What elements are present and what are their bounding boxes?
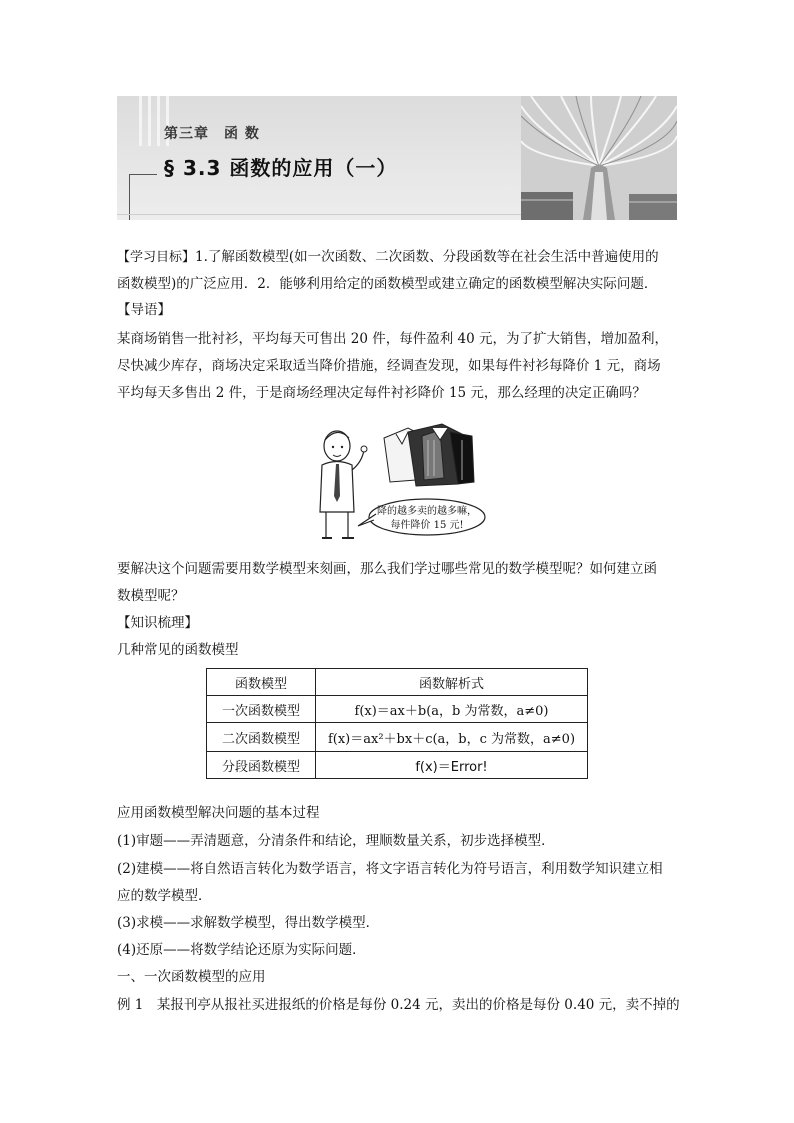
example-1-text: 例 1 某报刊亭从报社买进报纸的价格是每份 0.24 元，卖出的价格是每份 0.40 元，卖不掉的: [117, 997, 680, 1013]
function-models-table: [206, 668, 588, 779]
table-cell: 分段函数模型: [207, 752, 316, 779]
table-cell: f(x)＝Error!: [316, 752, 588, 779]
intro-line-2: 尽快减少库存，商场决定采取适当降价措施，经调查发现，如果每件衬衫每降价 1 元，商场: [117, 358, 661, 374]
table-row: [207, 696, 588, 723]
process-step-4: (4)还原——将数学结论还原为实际问题．: [117, 942, 366, 958]
table-header-cell: 函数解析式: [316, 669, 588, 696]
intro-line-1: 某商场销售一批衬衫，平均每天可售出 20 件，每件盈利 40 元，为了扩大销售，增加盈利，: [117, 331, 669, 347]
objectives-tag: 【学习目标】: [117, 250, 196, 265]
table-cell: 二次函数模型: [207, 723, 316, 752]
intro-line-3: 平均每天多售出 2 件，于是商场经理决定每件衬衫降价 15 元，那么经理的决定正确吗？: [117, 385, 646, 401]
table-header-row: [207, 669, 588, 696]
objectives-line-2: 函数模型)的广泛应用．2．能够利用给定的函数模型或建立确定的函数模型解决实际问题．: [117, 276, 658, 292]
process-title: 应用函数模型解决问题的基本过程: [117, 805, 320, 821]
table-row: [207, 723, 588, 752]
question-line-1: 要解决这个问题需要用数学模型来刻画，那么我们学过哪些常见的数学模型呢？如何建立函: [117, 561, 657, 577]
objectives-line-1: [117, 244, 659, 271]
objectives-text-1: 1.了解函数模型(如一次函数、二次函数、分段函数等在社会生活中普遍使用的: [195, 249, 659, 265]
section-title: § 3.3 函数的应用（一）: [164, 156, 398, 180]
process-step-2a: (2)建模——将自然语言转化为数学语言，将文字语言转化为符号语言，利用数学知识建立相: [117, 861, 663, 877]
speech-text-1: 降的越多卖的越多嘛，: [377, 506, 477, 517]
process-step-3: (3)求模——求解数学模型，得出数学模型．: [117, 915, 380, 931]
table-row: [207, 752, 588, 779]
question-line-2: 数模型呢？: [117, 588, 185, 604]
section-1-title: 一、一次函数模型的应用: [117, 969, 266, 985]
speech-text-2: 每件降价 15 元!: [390, 520, 464, 531]
table-header-cell: 函数模型: [207, 669, 316, 696]
chapter-label: 第三章 函 数: [164, 126, 260, 142]
table-cell: f(x)＝ax＋b(a，b 为常数，a≠0): [316, 696, 588, 723]
knowledge-subtitle: 几种常见的函数模型: [117, 642, 239, 658]
process-step-1: (1)审题——弄清题意，分清条件和结论，理顺数量关系，初步选择模型．: [117, 833, 555, 849]
intro-tag: 【导语】: [117, 302, 171, 318]
chapter-banner: [117, 96, 677, 220]
stadium-photo: [521, 96, 677, 220]
table-cell: f(x)＝ax²＋bx＋c(a，b，c 为常数，a≠0): [316, 723, 588, 752]
banner-rule: [129, 174, 157, 175]
table-cell: 一次函数模型: [207, 696, 316, 723]
salesman-illustration: [312, 420, 487, 545]
process-step-2b: 应的数学模型．: [117, 888, 212, 904]
knowledge-tag: 【知识梳理】: [117, 615, 198, 631]
